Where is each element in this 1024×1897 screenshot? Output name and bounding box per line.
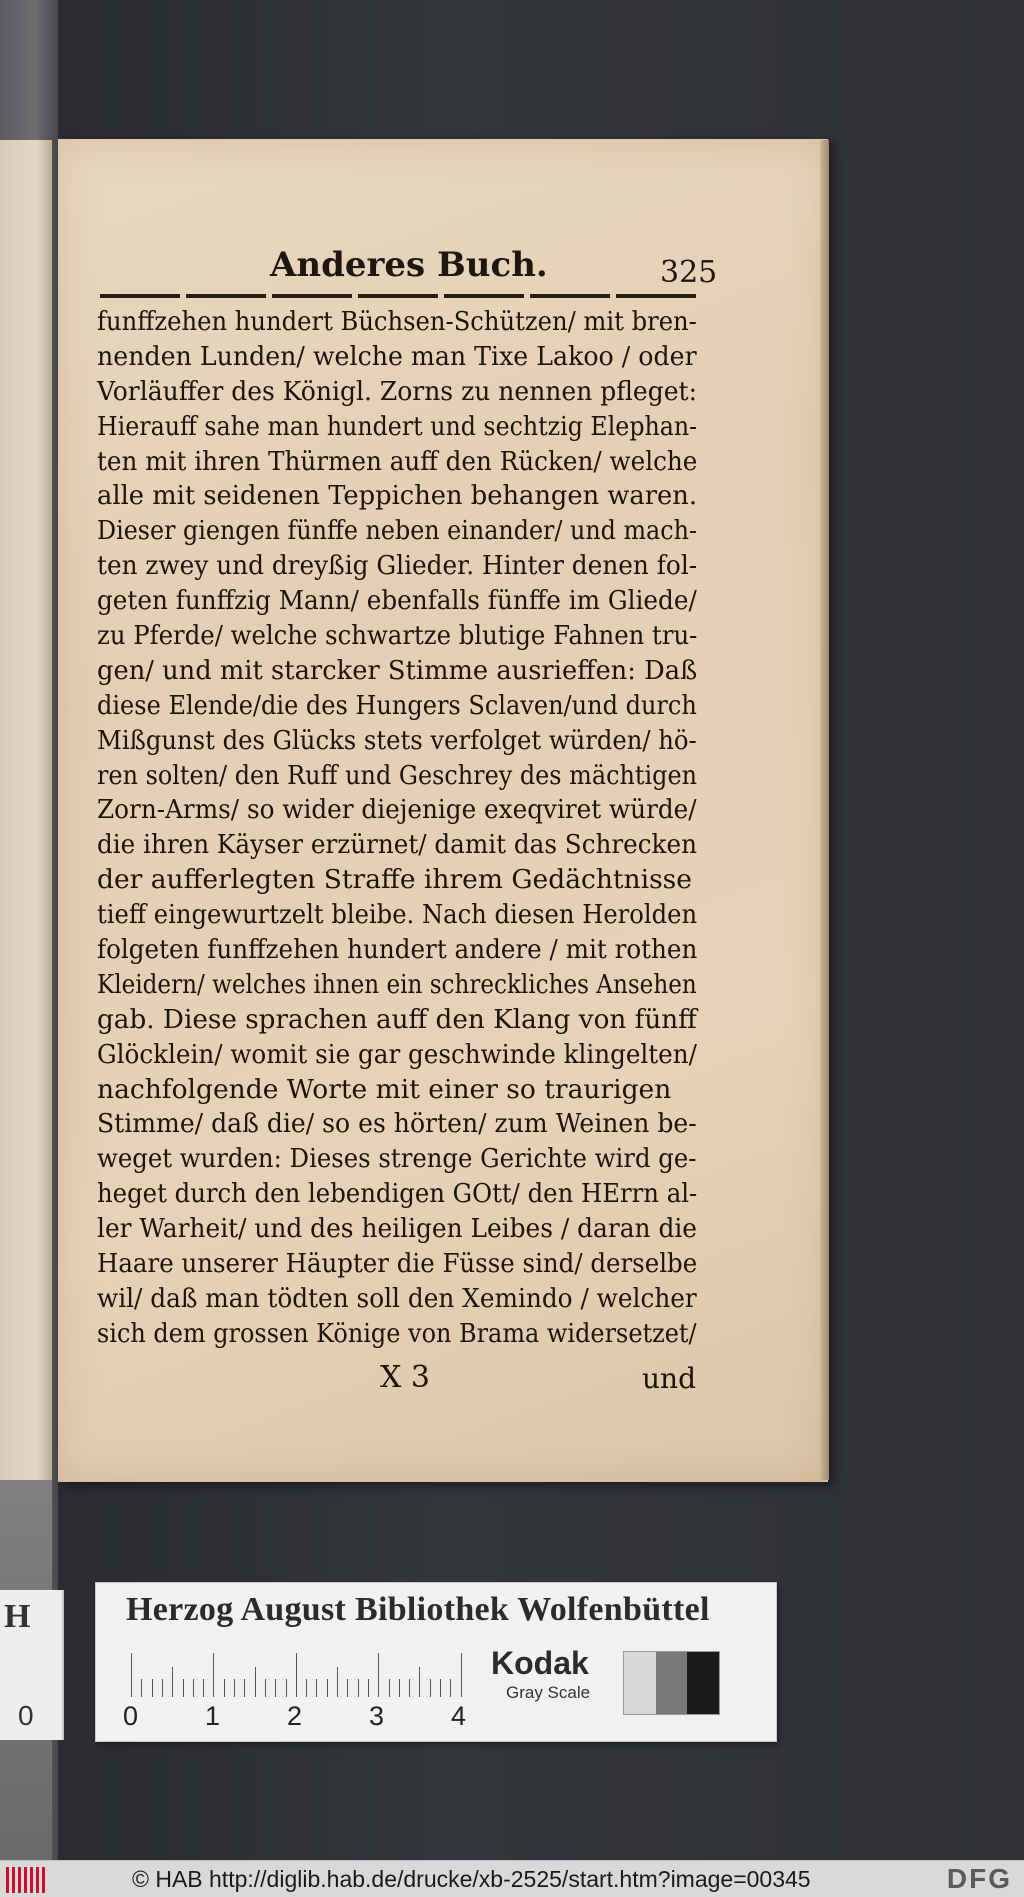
ruler-tick [234, 1679, 235, 1697]
ruler-tick [461, 1653, 462, 1697]
signature-mark: X 3 [380, 1360, 430, 1395]
gray-swatch [656, 1652, 688, 1714]
ruler-tick [224, 1679, 225, 1697]
ruler-tick [172, 1667, 173, 1697]
ruler-label: 0 [123, 1701, 139, 1731]
ruler-tick [183, 1679, 184, 1697]
page-body-text [97, 305, 697, 1352]
previous-library-card-fragment [0, 1590, 64, 1740]
library-name: Herzog August Bibliothek Wolfenbüttel [126, 1591, 710, 1628]
ruler-tick [419, 1667, 420, 1697]
library-color-card [95, 1582, 777, 1742]
ruler-tick [213, 1653, 214, 1697]
ruler-label: 2 [287, 1701, 303, 1731]
text-line: ren solten/ den Ruff und Geschrey des mächtigen [97, 759, 697, 791]
ruler-tick [255, 1667, 256, 1697]
ruler-tick [162, 1679, 163, 1697]
text-line: die ihren Käyser erzürnet/ damit das Schrecken [97, 829, 697, 861]
ruler-label: 3 [369, 1701, 385, 1731]
hab-logo-icon [6, 1867, 46, 1893]
previous-page-sliver [0, 140, 52, 1480]
ruler-tick [203, 1679, 204, 1697]
ruler-tick [316, 1679, 317, 1697]
text-line: zu Pferde/ welche schwartze blutige Fahnen tru- [97, 620, 698, 652]
ruler-tick [286, 1679, 287, 1697]
text-line: gen/ und mit starcker Stimme ausrieffen: Daß [97, 654, 698, 686]
ruler-tick [450, 1679, 451, 1697]
text-line: Mißgunst des Glücks stets verfolget würden/ hö- [97, 724, 697, 756]
catchword: und [642, 1362, 696, 1395]
text-line: heget durch den lebendigen GOtt/ den HErrn al- [97, 1178, 698, 1210]
text-line: Zorn-Arms/ so wider diejenige exeqviret würde/ [97, 794, 697, 826]
text-line: Haare unserer Häupter die Füsse sind/ derselbe [97, 1248, 698, 1280]
text-line: gab. Diese sprachen auff den Klang von fünff [97, 1003, 697, 1035]
ruler-tick [193, 1679, 194, 1697]
gray-scale-label: Gray Scale [506, 1683, 591, 1702]
gray-swatch [624, 1652, 656, 1714]
ruler-tick [131, 1653, 132, 1697]
gray-swatch [687, 1652, 719, 1714]
text-line: nachfolgende Worte mit einer so traurigen [97, 1073, 672, 1105]
text-line: diese Elende/die des Hungers Sclaven/und durch [97, 689, 697, 721]
ruler-tick [141, 1679, 142, 1697]
text-line: ten zwey und dreyßig Glieder. Hinter denen fol- [97, 550, 698, 582]
page-number: 325 [660, 255, 718, 290]
dfg-logo: DFG [946, 1863, 1012, 1894]
text-line: Glöcklein/ womit sie gar geschwinde klingelten/ [97, 1038, 697, 1070]
ruler-tick [337, 1667, 338, 1697]
text-line: tieff eingewurtzelt bleibe. Nach diesen Herolden [97, 899, 698, 931]
text-line: funffzehen hundert Büchsen-Schützen/ mit bren- [97, 306, 697, 337]
ruler-tick [347, 1679, 348, 1697]
text-line: wil/ daß man tödten soll den Xemindo / welcher [97, 1282, 697, 1314]
text-line: folgeten funffzehen hundert andere / mit rothen [97, 934, 698, 966]
ruler-tick [409, 1679, 410, 1697]
text-line: nenden Lunden/ welche man Tixe Lakoo / oder [97, 340, 697, 372]
text-line: geten funffzig Mann/ ebenfalls fünffe im Gliede/ [97, 585, 697, 617]
text-line: sich dem grossen Könige von Brama widersetzet/ [97, 1317, 697, 1349]
ruler-tick [440, 1679, 441, 1697]
ruler-tick [152, 1679, 153, 1697]
ruler-tick [368, 1679, 369, 1697]
ruler-tick [327, 1679, 328, 1697]
text-line: Kleidern/ welches ihnen ein schreckliches Ansehen [97, 968, 697, 1000]
footer-bar [0, 1860, 1024, 1897]
ruler-ticks [131, 1653, 466, 1697]
text-line: Dieser giengen fünffe neben einander/ und mach- [97, 515, 697, 547]
text-line: Hierauff sahe man hundert und sechtzig Elephan- [97, 410, 698, 442]
text-line: weget wurden: Dieses strenge Gerichte wird ge- [97, 1143, 697, 1175]
ruler-tick [389, 1679, 390, 1697]
card-fragment-letter: H [4, 1598, 31, 1635]
ruler-tick [399, 1679, 400, 1697]
card-fragment-number: 0 [18, 1700, 34, 1731]
ruler-tick [430, 1679, 431, 1697]
ruler-tick [296, 1653, 297, 1697]
ruler-tick [378, 1653, 379, 1697]
text-line: der aufferlegten Straffe ihrem Gedächtnisse [97, 864, 692, 896]
text-line: Vorläuffer des Königl. Zorns zu nennen pfleget: [97, 375, 697, 407]
ruler-label: 4 [451, 1701, 467, 1731]
gray-scale-swatches [623, 1651, 720, 1715]
text-line: alle mit seidenen Teppichen behangen waren. [97, 480, 698, 512]
kodak-logo: Kodak [491, 1645, 589, 1681]
text-line: ler Warheit/ und des heiligen Leibes / daran die [97, 1213, 697, 1245]
text-line: ten mit ihren Thürmen auff den Rücken/ welche [97, 445, 698, 477]
ruler-tick [265, 1679, 266, 1697]
page-edge-shadow [820, 140, 829, 1480]
ruler-tick [306, 1679, 307, 1697]
ruler-tick [275, 1679, 276, 1697]
running-head: Anderes Buch. [270, 245, 548, 285]
text-line: Stimme/ daß die/ so es hörten/ zum Weinen be- [97, 1108, 697, 1140]
ruler-tick [358, 1679, 359, 1697]
head-rule [100, 294, 700, 298]
ruler-label: 1 [205, 1701, 221, 1731]
ruler-tick [244, 1679, 245, 1697]
source-url[interactable]: © HAB http://diglib.hab.de/drucke/xb-2525/start.htm?image=00345 [132, 1866, 811, 1892]
ruler-labels [121, 1701, 481, 1731]
